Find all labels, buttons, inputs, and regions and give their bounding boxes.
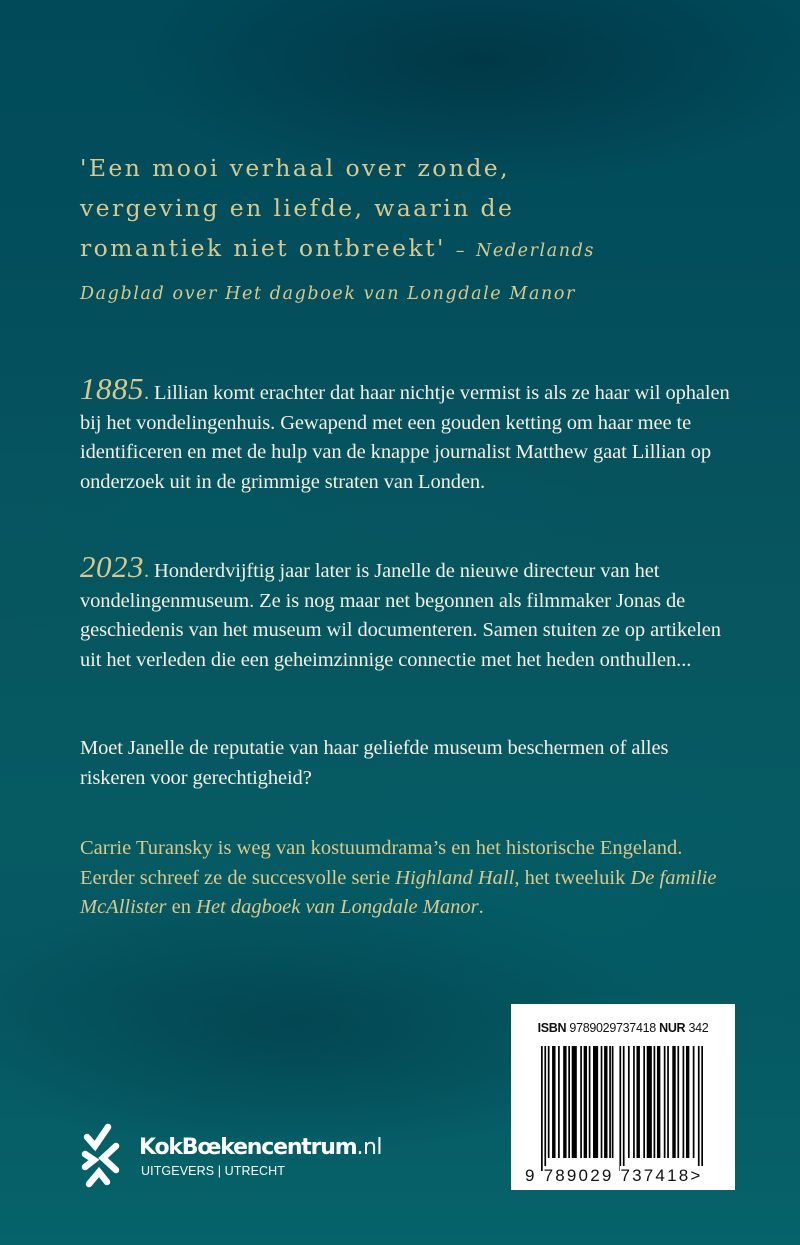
author-bio-text: en xyxy=(166,896,197,918)
book-title-highland-hall: Highland Hall xyxy=(395,866,515,889)
publisher-subtitle: UITGEVERS | UTRECHT xyxy=(141,1164,286,1178)
review-quote xyxy=(80,148,720,314)
quote-source-1: Nederlands xyxy=(475,241,596,261)
barcode-digit-group-1: 789029 xyxy=(543,1166,614,1185)
synopsis-text-2023: Honderdvijftig jaar later is Janelle de nieuwe directeur van het vondelingenmuseum. Ze is nog maar net begonnen als filmmaker Jonas de geschiedenis van het museum wil documenteren. Samen stuiten ze op artikelen uit het verleden die een geheimzinnige connectie met het heden onthullen... xyxy=(80,560,721,671)
quote-source-2: Dagblad over Het dagboek van Longdale Manor xyxy=(80,284,576,304)
book-title-de-familie-mcallister: De familie McAllister xyxy=(80,866,717,918)
book-title-longdale-manor: Het dagboek van Longdale Manor xyxy=(196,896,479,918)
synopsis-paragraph-1885 xyxy=(80,371,730,497)
barcode-arrow: > xyxy=(690,1166,703,1185)
year-2023: 2023 xyxy=(80,549,144,584)
nur-label: NUR xyxy=(659,1021,686,1035)
nur-value: 342 xyxy=(688,1021,709,1035)
year-dot: . xyxy=(144,382,150,404)
year-dot: . xyxy=(144,560,150,582)
author-bio-text: , het tweeluik xyxy=(514,866,631,889)
publisher-tld: .nl xyxy=(356,1135,383,1160)
publisher-name xyxy=(139,1135,382,1160)
isbn-label: ISBN xyxy=(537,1021,567,1035)
author-bio xyxy=(80,834,740,923)
synopsis-paragraph-2023 xyxy=(80,549,730,675)
quote-line-2: vergeving en liefde, waarin de xyxy=(80,194,515,222)
isbn-line xyxy=(511,1021,735,1035)
quote-dash: – xyxy=(455,241,467,261)
isbn-value: 9789029737418 xyxy=(569,1021,656,1035)
kok-boekencentrum-logo-icon xyxy=(80,1122,124,1190)
synopsis-question-text: Moet Janelle de reputatie van haar geliefde museum beschermen of alles riskeren voor gerechtigheid? xyxy=(80,737,669,789)
synopsis-question xyxy=(80,734,730,793)
quote-line-3: romantiek niet ontbreekt' xyxy=(80,234,446,262)
barcode-digit-first: 9 xyxy=(525,1166,537,1185)
publisher-name-text: KokBœkencentrum xyxy=(139,1135,357,1160)
year-1885: 1885 xyxy=(80,371,144,406)
barcode-digit-group-2: 737418 xyxy=(620,1166,691,1185)
isbn-barcode xyxy=(511,1004,735,1190)
author-bio-text: . xyxy=(478,896,484,918)
synopsis-text-1885: Lillian komt erachter dat haar nichtje vermist is als ze haar wil ophalen bij het vondelingenhuis. Gewapend met een gouden ketting om haar mee te identificeren en met de hulp van de knappe journalist Matthew gaat Lillian op onderzoek uit in de grimmige straten van Londen. xyxy=(80,382,730,493)
barcode-bars-icon xyxy=(541,1046,703,1171)
barcode-digits xyxy=(525,1166,725,1186)
quote-line-1: 'Een mooi verhaal over zonde, xyxy=(80,154,510,182)
author-bio-text: Carrie Turansky is weg van kostuumdrama’s en het historische Engeland. Eerder schreef ze de succesvolle serie xyxy=(80,837,683,889)
